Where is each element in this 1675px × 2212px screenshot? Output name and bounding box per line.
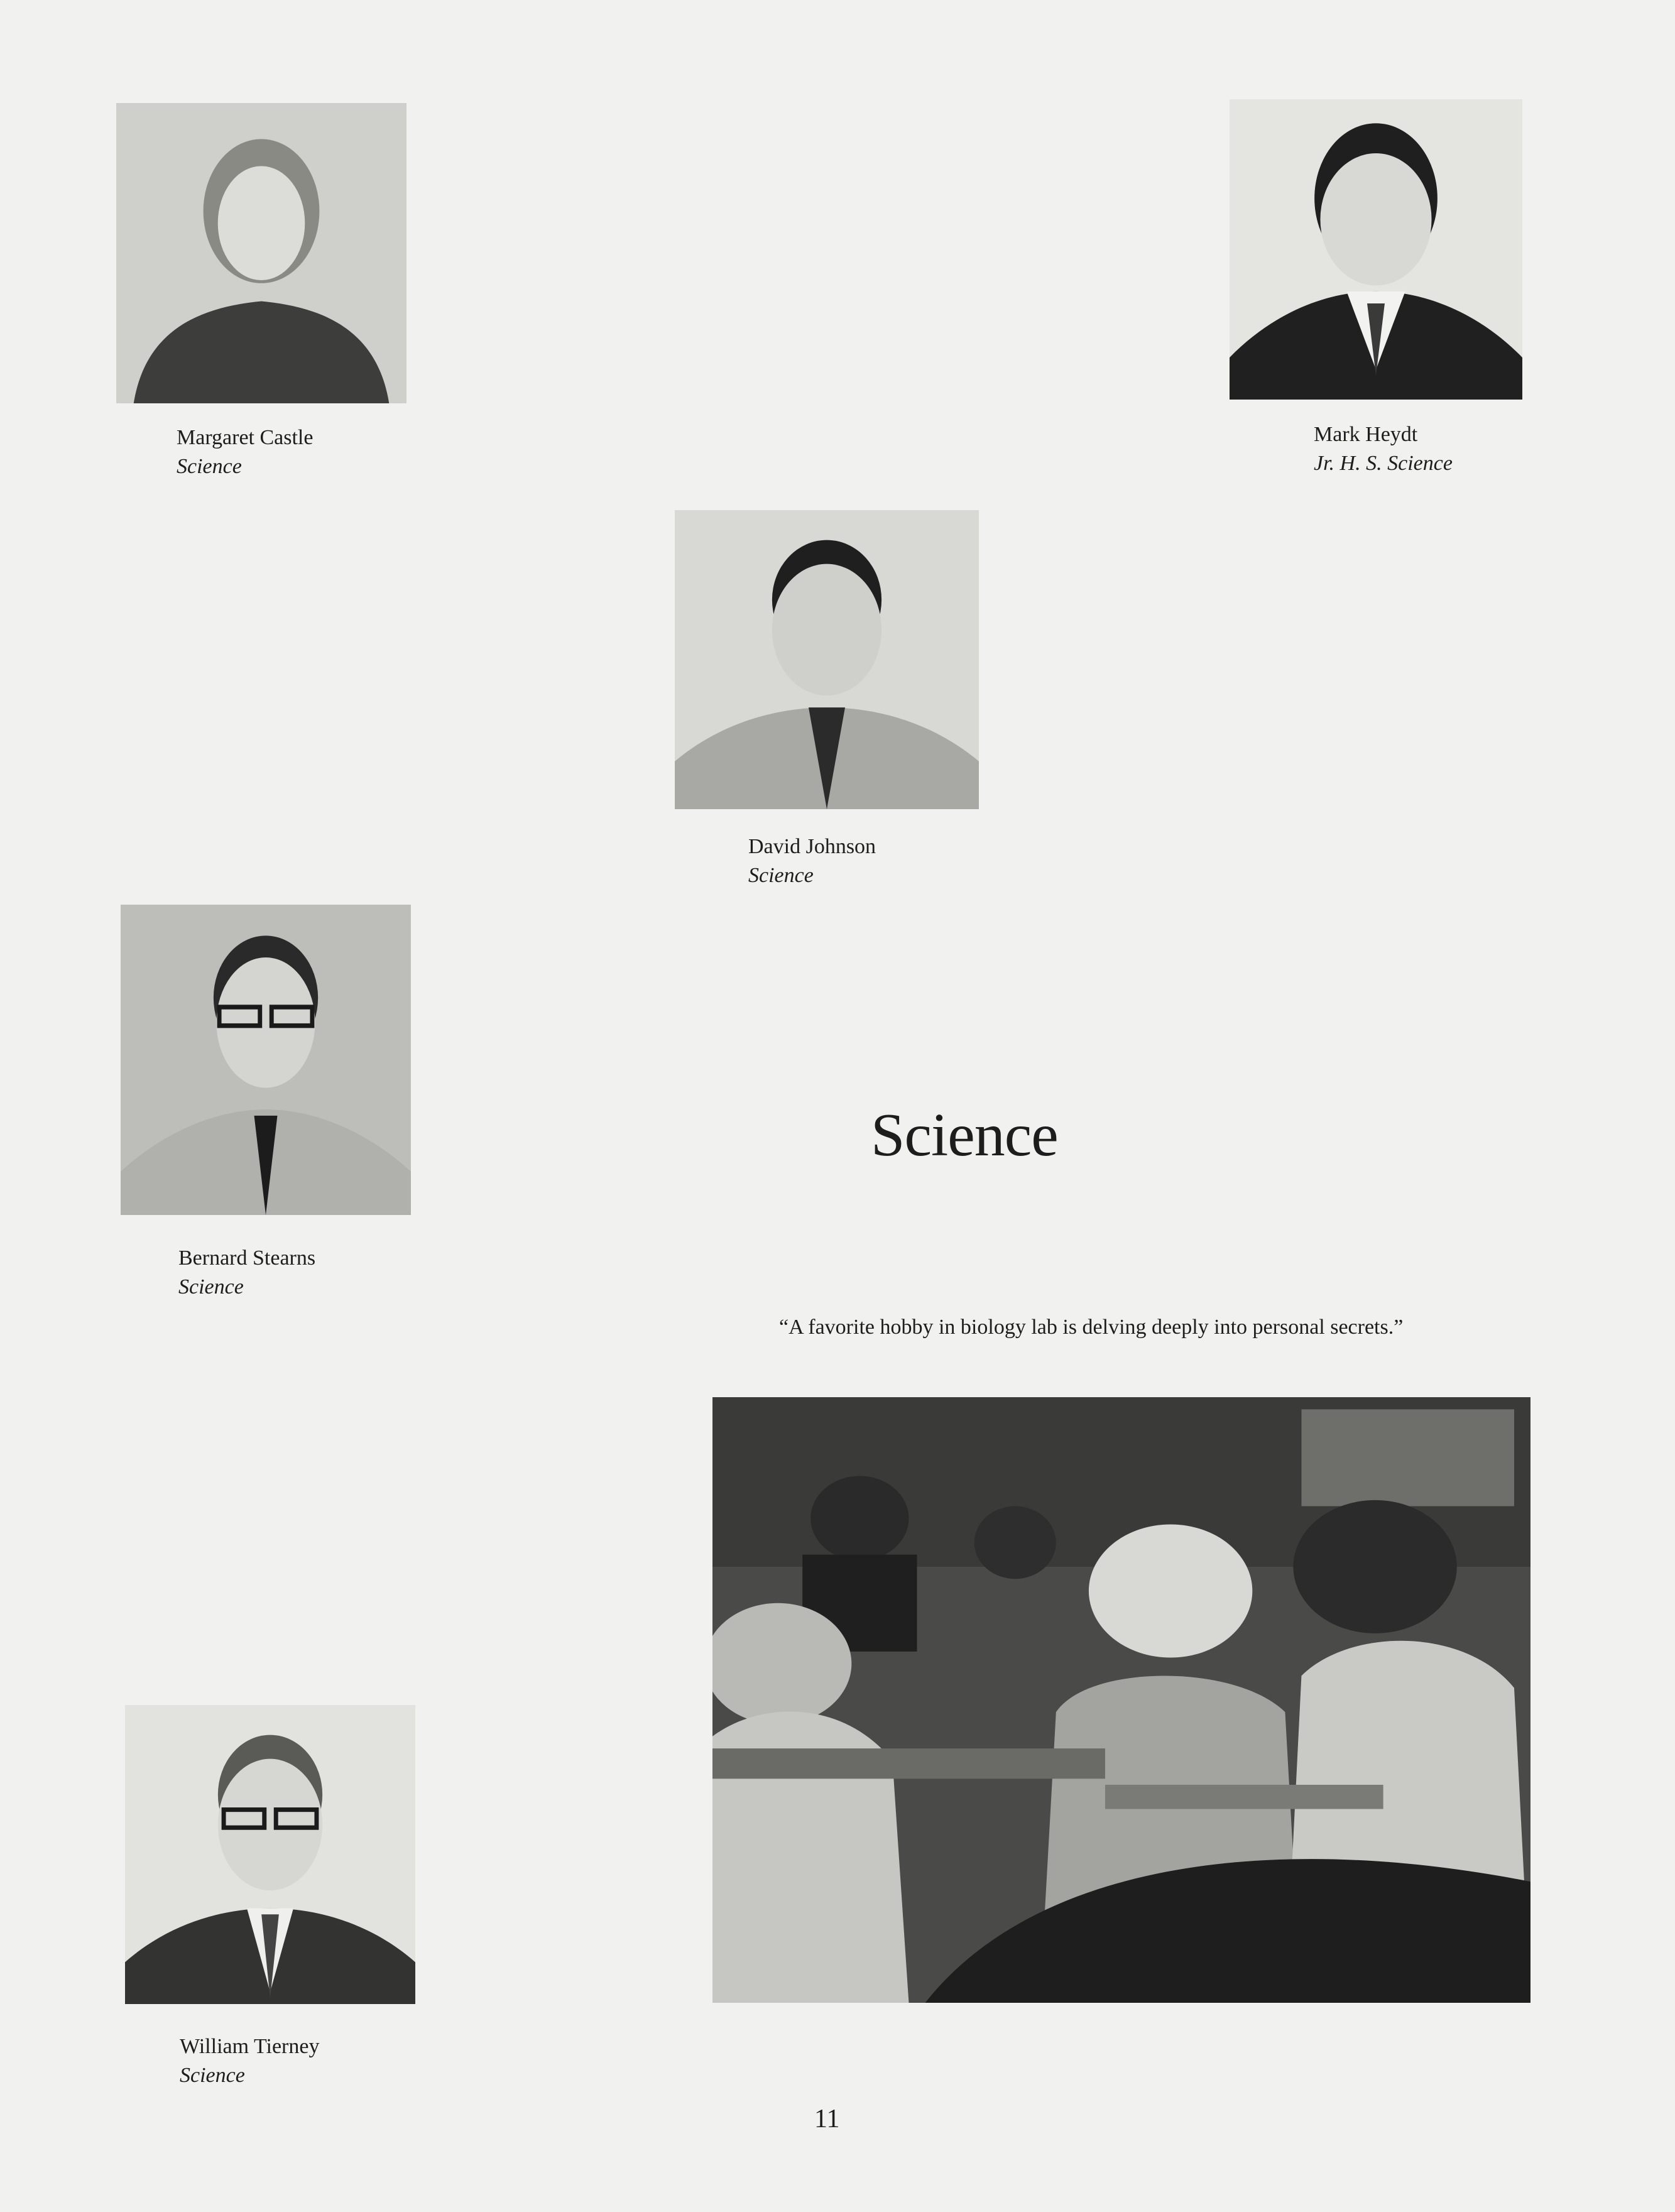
faculty-name: David Johnson: [748, 835, 876, 858]
faculty-name: Margaret Castle: [177, 426, 314, 449]
portrait-bernard-stearns: [121, 905, 411, 1215]
faculty-name: Bernard Stearns: [178, 1246, 316, 1270]
lab-photo-caption: “A favorite hobby in biology lab is delving deeply into personal secrets.”: [779, 1316, 1404, 1339]
portrait-margaret-castle: [116, 103, 406, 403]
portrait-mark-heydt: [1230, 99, 1522, 400]
portrait-william-tierney: [125, 1705, 415, 2004]
faculty-department: Science: [748, 864, 814, 887]
faculty-name: Mark Heydt: [1314, 423, 1418, 446]
biology-lab-photo: [712, 1397, 1530, 2003]
page-number: 11: [814, 2105, 840, 2133]
caption-mark-heydt: [1314, 420, 1453, 478]
faculty-department: Jr. H. S. Science: [1314, 452, 1453, 475]
caption-margaret-castle: [177, 423, 313, 481]
page-title: Science: [871, 1101, 1058, 1169]
faculty-department: Science: [177, 455, 242, 478]
faculty-name: William Tierney: [180, 2035, 320, 2058]
caption-william-tierney: [180, 2032, 319, 2090]
caption-bernard-stearns: [178, 1244, 315, 1302]
caption-david-johnson: [748, 832, 876, 890]
faculty-department: Science: [180, 2064, 245, 2087]
portrait-david-johnson: [675, 510, 979, 809]
faculty-department: Science: [178, 1275, 244, 1299]
